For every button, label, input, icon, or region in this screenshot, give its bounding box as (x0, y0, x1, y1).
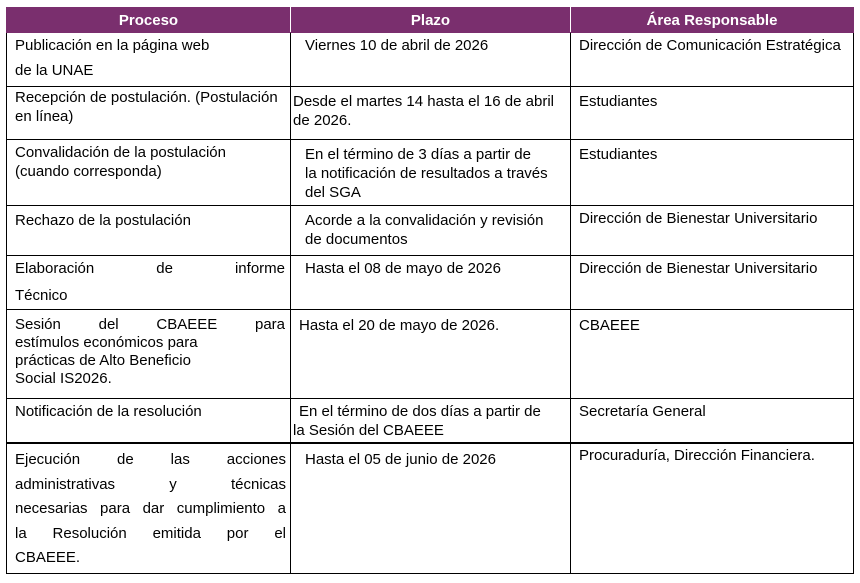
area-cell: Procuraduría, Dirección Financiera. (571, 443, 854, 573)
table-header-row (7, 8, 854, 33)
proceso-line: Convalidación de la postulación (15, 144, 226, 161)
plazo-line: Viernes 10 de abril de 2026 (305, 37, 489, 54)
header-plazo: Plazo (291, 8, 571, 33)
plazo-cell (291, 310, 571, 399)
proceso-line: Sesión del CBAEEE para (15, 316, 285, 333)
header-proceso: Proceso (7, 8, 291, 33)
proceso-line: administrativas y técnicas (15, 475, 286, 493)
plazo-cell (291, 140, 571, 206)
plazo-line: Desde el martes 14 hasta el 16 de abril (293, 93, 554, 110)
table-row (7, 256, 854, 310)
proceso-line: Social IS2026. (15, 370, 112, 387)
plazo-cell (291, 33, 571, 87)
proceso-line: CBAEEE. (15, 549, 81, 566)
proceso-line: Recepción de postulación. (Postulación (15, 89, 278, 106)
proceso-line: Notificación de la resolución (15, 403, 202, 420)
area-cell: Dirección de Comunicación Estratégica (571, 33, 854, 87)
proceso-cell (7, 256, 291, 310)
plazo-line: del SGA (305, 184, 361, 201)
proceso-line: la Resolución emitida por el (15, 524, 286, 542)
table-row (7, 443, 854, 573)
plazo-line: Acorde a la convalidación y revisión (305, 212, 544, 229)
area-cell: Estudiantes (571, 87, 854, 140)
proceso-line: Ejecución de las acciones (15, 451, 286, 468)
plazo-line: la notificación de resultados a través (305, 165, 548, 182)
proceso-cell (7, 87, 291, 140)
plazo-line: la Sesión del CBAEEE (293, 422, 444, 439)
table-row (7, 33, 854, 87)
proceso-line: Rechazo de la postulación (15, 212, 191, 229)
table-row (7, 87, 854, 140)
table-row (7, 399, 854, 444)
proceso-line: en línea) (15, 108, 74, 125)
proceso-line: Publicación en la página web (15, 37, 210, 54)
plazo-cell (291, 206, 571, 256)
area-cell: CBAEEE (571, 310, 854, 399)
proceso-cell (7, 140, 291, 206)
proceso-line: Elaboración de informe (15, 260, 285, 277)
header-area-responsable: Área Responsable (571, 8, 854, 33)
proceso-cell (7, 310, 291, 399)
area-cell: Dirección de Bienestar Universitario (571, 256, 854, 310)
plazo-line: Hasta el 05 de junio de 2026 (305, 451, 496, 468)
proceso-line: necesarias para dar cumplimiento a (15, 500, 286, 517)
plazo-line: de documentos (305, 231, 408, 248)
proceso-line: de la UNAE (15, 62, 94, 79)
table-row (7, 310, 854, 399)
plazo-line: Hasta el 20 de mayo de 2026. (299, 317, 500, 334)
area-cell: Estudiantes (571, 140, 854, 206)
proceso-line: prácticas de Alto Beneficio (15, 352, 191, 369)
schedule-table (6, 7, 854, 574)
table-row (7, 206, 854, 256)
plazo-cell (291, 256, 571, 310)
proceso-cell (7, 33, 291, 87)
area-cell: Dirección de Bienestar Universitario (571, 206, 854, 256)
proceso-line: estímulos económicos para (15, 334, 198, 351)
proceso-cell (7, 206, 291, 256)
plazo-line: En el término de dos días a partir de (299, 403, 541, 420)
proceso-line: Técnico (15, 287, 68, 304)
proceso-cell (7, 443, 291, 573)
plazo-cell (291, 399, 571, 444)
plazo-line: de 2026. (293, 112, 352, 129)
table-row (7, 140, 854, 206)
plazo-line: Hasta el 08 de mayo de 2026 (305, 260, 501, 277)
proceso-cell (7, 399, 291, 444)
plazo-cell (291, 87, 571, 140)
plazo-line: En el término de 3 días a partir de (305, 146, 531, 163)
area-cell: Secretaría General (571, 399, 854, 444)
proceso-line: (cuando corresponda) (15, 163, 162, 180)
plazo-cell (291, 443, 571, 573)
